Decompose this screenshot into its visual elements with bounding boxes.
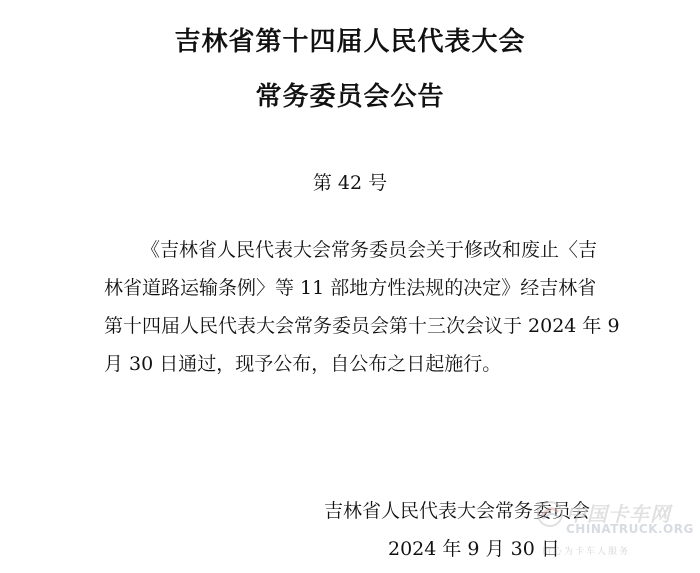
issue-date: 2024 年 9 月 30 日 bbox=[388, 538, 560, 560]
announcement-number: 第 42 号 bbox=[312, 172, 388, 194]
body-line: 《吉林省人民代表大会常务委员会关于修改和废止〈吉 bbox=[141, 239, 598, 261]
watermark-site-name: 中国卡车网 bbox=[566, 502, 671, 526]
body-line: 林省道路运输条例〉等 11 部地方性法规的决定》经吉林省 bbox=[104, 277, 597, 299]
body-line: 第十四届人民代表大会常务委员会第十三次会议于 2024 年 9 bbox=[104, 315, 620, 337]
title-line-1: 吉林省第十四届人民代表大会 bbox=[174, 27, 526, 57]
body-line: 月 30 日通过，现予公布，自公布之日起施行。 bbox=[104, 353, 502, 375]
issuer-signature: 吉林省人民代表大会常务委员会 bbox=[324, 500, 591, 522]
watermark-site-domain: CHINATRUCK.ORG bbox=[566, 522, 694, 536]
watermark-tagline: 用心为卡车人服务 bbox=[542, 547, 631, 557]
title-line-2: 常务委员会公告 bbox=[255, 82, 445, 112]
